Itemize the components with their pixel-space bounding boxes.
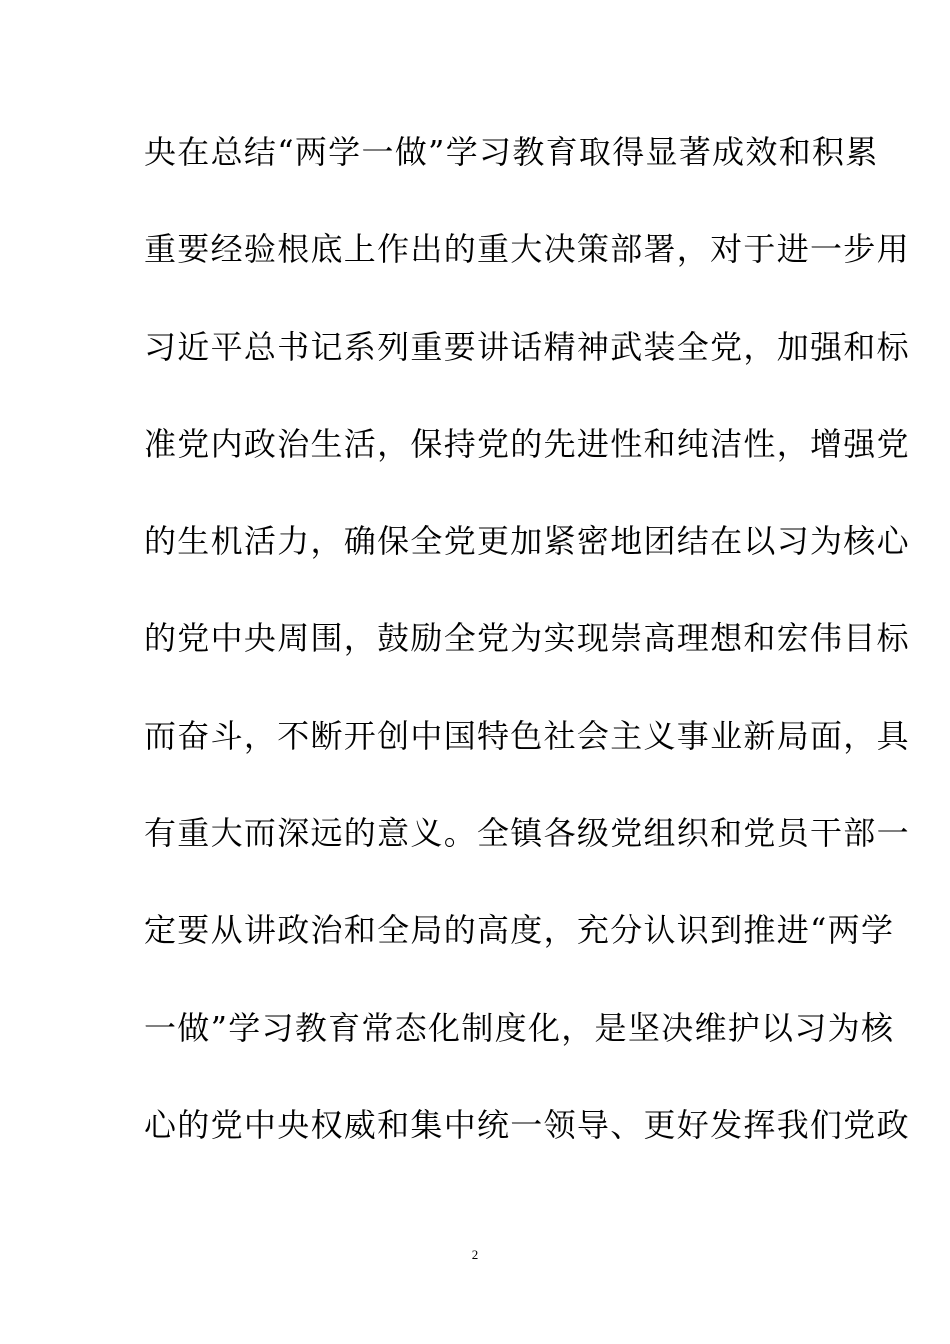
text-line: 定要从讲政治和全局的高度，充分认识到推进“两学 (144, 911, 895, 950)
text-line: 的生机活力，确保全党更加紧密地团结在以习为核心 (144, 522, 910, 561)
text-line: 有重大而深远的意义。全镇各级党组织和党员干部一 (144, 814, 910, 853)
text-line: 重要经验根底上作出的重大决策部署，对于进一步用 (144, 230, 910, 269)
body-text (144, 128, 910, 1198)
text-line: 习近平总书记系列重要讲话精神武装全党，加强和标 (144, 327, 910, 366)
text-line: 一做”学习教育常态化制度化，是坚决维护以习为核 (144, 1008, 895, 1047)
text-line: 央在总结“两学一做”学习教育取得显著成效和积累 (144, 133, 879, 171)
text-line: 而奋斗，不断开创中国特色社会主义事业新局面，具 (144, 716, 910, 755)
text-line: 的党中央周围，鼓励全党为实现崇高理想和宏伟目标 (144, 619, 910, 658)
page-number: 2 (471, 1247, 479, 1262)
text-line: 心的党中央权威和集中统一领导、更好发挥我们党政 (144, 1105, 910, 1144)
text-line: 准党内政治生活，保持党的先进性和纯洁性，增强党 (144, 424, 910, 463)
